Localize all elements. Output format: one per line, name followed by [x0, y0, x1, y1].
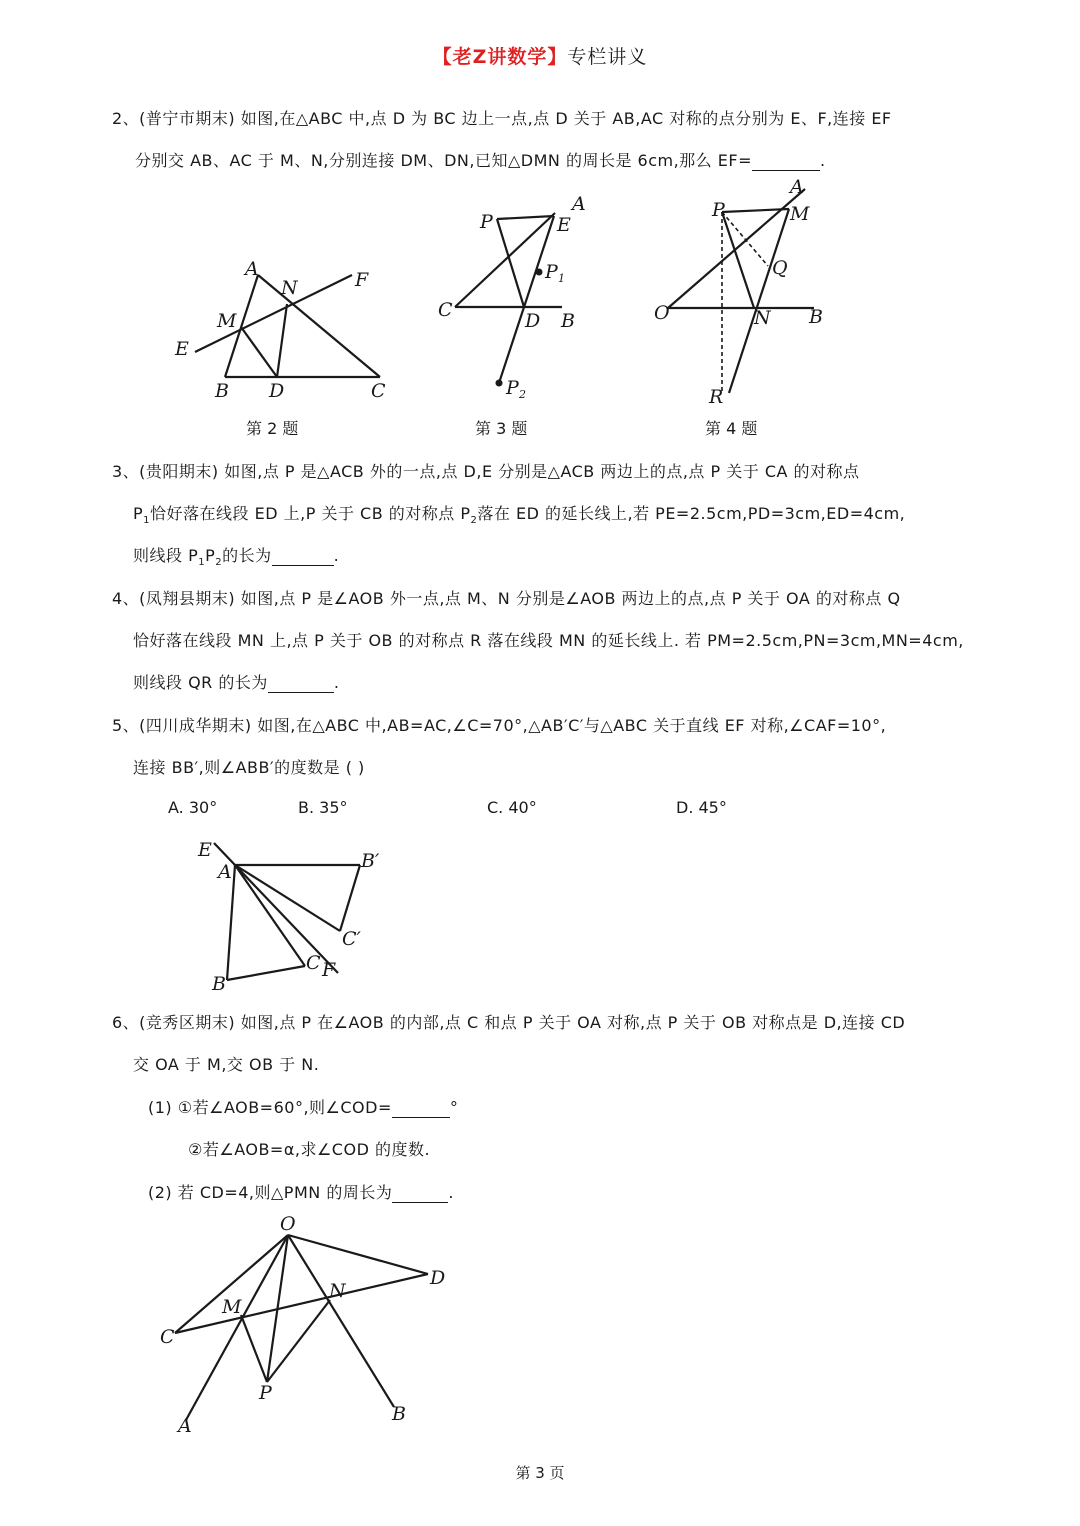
q3-line2 [133, 501, 905, 526]
fig3-label-p1-sub: 1 [558, 272, 565, 285]
fig5-label-c: C [306, 952, 321, 974]
q6-sub1a-text: (1) ①若∠AOB=60°,则∠COD= [148, 1098, 392, 1117]
q2-line2 [135, 148, 826, 171]
fig4-dashed-pq [722, 212, 768, 266]
fig5-segment-ac [235, 865, 305, 966]
fig3-label-p2: P [506, 377, 519, 399]
q3-line3-head: 则线段 P [133, 546, 199, 565]
fig4-label-n: N [754, 307, 771, 329]
fig5-label-a: A [218, 861, 232, 883]
fig5-label-b: B [212, 973, 226, 995]
q3-line2-p: P [133, 504, 144, 523]
fig2-label-d: D [269, 380, 285, 402]
page-header [0, 42, 1080, 69]
fig5-segment-b-prime-c-prime [340, 865, 360, 931]
header-brand: 老Z讲数学 [452, 46, 548, 68]
fig6-label-m: M [222, 1296, 242, 1318]
fig5-segment-bc [227, 966, 305, 980]
fig6-segment-cd [175, 1274, 428, 1333]
q6-sub2-text: (2) 若 CD=4,则△PMN 的周长为 [148, 1183, 393, 1202]
q2-line2-end: . [820, 151, 826, 170]
fig6-label-o: O [280, 1213, 296, 1235]
q3-line3-end: . [333, 546, 340, 565]
page-number: 第 3 页 [515, 1464, 565, 1482]
fig6-label-n: N [329, 1280, 346, 1302]
figure-4 [650, 178, 830, 408]
figure-3 [430, 190, 600, 405]
q4-line1: 4、(凤翔县期末) 如图,点 P 是∠AOB 外一点,点 M、N 分别是∠AOB 两边上的点,点 P 关于 OA 的对称点 Q [112, 589, 901, 608]
fig3-label-c: C [438, 299, 453, 321]
fig2-label-f: F [355, 269, 369, 291]
fig2-segment-dm [241, 327, 277, 377]
fig6-label-c: C [160, 1326, 175, 1348]
caption-fig4: 第 4 题 [705, 419, 758, 438]
q3-line3-p: P [205, 546, 216, 565]
q3-line3 [133, 543, 339, 568]
q6-sub1a-end: ° [449, 1098, 459, 1117]
q6-sub2 [148, 1180, 454, 1203]
q3-line2-mid: 恰好落在线段 ED 上,P 关于 CB 的对称点 P [150, 504, 471, 523]
q4-answer-blank [268, 673, 334, 693]
fig2-label-e: E [175, 338, 189, 360]
fig4-label-a: A [790, 176, 804, 198]
q5-line2: 连接 BB′,则∠ABB′的度数是 ( ) [133, 758, 365, 777]
q3-line3-tail: 的长为 [222, 546, 272, 565]
caption-fig2: 第 2 题 [246, 419, 299, 438]
q5-choice-b: B. 35° [298, 798, 348, 817]
fig3-segment-pe [497, 216, 554, 219]
figure-2 [165, 255, 395, 405]
fig4-segment-pn [722, 212, 754, 308]
q6-sub1a [148, 1095, 458, 1118]
fig4-label-q: Q [772, 257, 788, 279]
fig2-segment-dn [277, 304, 287, 377]
q3-answer-blank [272, 546, 334, 566]
fig3-label-b: B [561, 310, 575, 332]
fig2-label-b: B [215, 380, 229, 402]
q2-line2-text: 分别交 AB、AC 于 M、N,分别连接 DM、DN,已知△DMN 的周长是 6cm,那么 EF= [135, 151, 752, 170]
fig3-label-e: E [557, 214, 571, 236]
fig2-label-c: C [371, 380, 386, 402]
figure-5 [190, 835, 390, 995]
fig4-label-o: O [654, 302, 670, 324]
fig3-label-d: D [525, 310, 541, 332]
q5-choice-c: C. 40° [487, 798, 537, 817]
q5-line1: 5、(四川成华期末) 如图,在△ABC 中,AB=AC,∠C=70°,△AB′C′与△ABC 关于直线 EF 对称,∠CAF=10°, [112, 716, 887, 735]
q6-line2: 交 OA 于 M,交 OB 于 N. [133, 1055, 320, 1074]
fig6-label-a: A [178, 1415, 192, 1437]
figure-6 [150, 1210, 460, 1440]
fig6-segment-oc [175, 1235, 288, 1333]
q3-line1: 3、(贵阳期末) 如图,点 P 是△ACB 外的一点,点 D,E 分别是△ACB 两边上的点,点 P 关于 CA 的对称点 [112, 462, 860, 481]
fig4-segment-mr [729, 209, 789, 393]
fig4-label-m: M [790, 203, 810, 225]
fig2-label-a: A [245, 258, 259, 280]
fig6-segment-pm [241, 1315, 267, 1382]
caption-fig3: 第 3 题 [475, 419, 528, 438]
q6-sub1a-blank [392, 1098, 450, 1118]
q3-line3-sub1: 1 [198, 557, 206, 569]
fig3-label-a: A [572, 193, 586, 215]
fig4-ray-oa [668, 189, 805, 308]
fig6-label-d: D [430, 1267, 446, 1289]
q4-line3-text: 则线段 QR 的长为 [133, 673, 268, 692]
q6-sub2-end: . [448, 1183, 454, 1202]
fig3-label-p1: P [545, 261, 558, 283]
q5-choice-d: D. 45° [676, 798, 727, 817]
q2-answer-blank [752, 151, 820, 171]
fig6-label-p: P [259, 1382, 272, 1404]
fig4-label-p: P [712, 199, 725, 221]
fig3-point-p1 [536, 269, 543, 276]
fig5-label-e: E [198, 839, 212, 861]
fig3-label-p2-sub: 2 [519, 388, 526, 401]
fig4-label-b: B [809, 306, 823, 328]
q4-line3 [133, 670, 339, 693]
header-suffix: 专栏讲义 [567, 46, 648, 68]
fig2-label-m: M [217, 310, 237, 332]
q3-line2-sub2: 2 [470, 515, 478, 527]
header-bracket-close: 】 [547, 46, 568, 68]
fig6-label-b: B [392, 1403, 406, 1425]
q5-choice-a: A. 30° [168, 798, 218, 817]
q3-line3-sub2: 2 [215, 557, 223, 569]
fig5-label-b-prime: B′ [361, 850, 380, 872]
q6-sub2-blank [392, 1183, 448, 1203]
q4-line2: 恰好落在线段 MN 上,点 P 关于 OB 的对称点 R 落在线段 MN 的延长线上. 若 PM=2.5cm,PN=3cm,MN=4cm, [133, 631, 964, 650]
header-bracket-open: 【 [432, 46, 453, 68]
q2-line1: 2、(普宁市期末) 如图,在△ABC 中,点 D 为 BC 边上一点,点 D 关于 AB,AC 对称的点分别为 E、F,连接 EF [112, 109, 892, 128]
fig5-label-f: F [322, 959, 336, 981]
fig3-label-p: P [480, 211, 493, 233]
q6-sub1b: ②若∠AOB=α,求∠COD 的度数. [188, 1140, 431, 1159]
q3-line2-sub1: 1 [143, 515, 151, 527]
fig2-label-n: N [281, 277, 298, 299]
q4-line3-end: . [333, 673, 340, 692]
q6-line1: 6、(竞秀区期末) 如图,点 P 在∠AOB 的内部,点 C 和点 P 关于 OA 对称,点 P 关于 OB 对称点是 D,连接 CD [112, 1013, 906, 1032]
fig4-label-r: R [709, 386, 724, 408]
fig5-label-c-prime: C′ [342, 928, 361, 950]
q3-line2-tail: 落在 ED 的延长线上,若 PE=2.5cm,PD=3cm,ED=4cm, [477, 504, 906, 523]
fig3-point-p2 [496, 380, 503, 387]
